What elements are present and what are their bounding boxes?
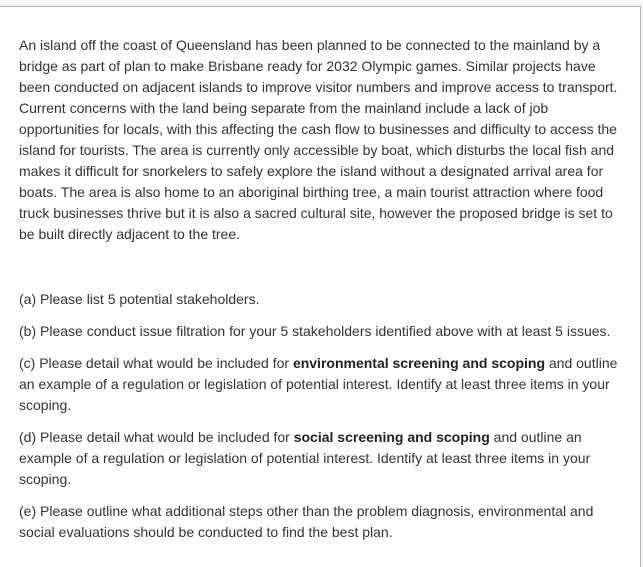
question-c-text-end: and outline — [545, 355, 618, 371]
question-c-text: (c) Please detail what would be included for — [19, 355, 293, 371]
question-c — [19, 353, 634, 416]
question-e-line-2: social evaluations should be conducted to find the best plan. — [19, 524, 393, 540]
scenario-line: An island off the coast of Queensland has been planned to be connected to the mainland by a — [19, 37, 601, 53]
question-d-line-1 — [19, 427, 634, 448]
question-c-emphasis: environmental screening and scoping — [292, 355, 545, 371]
question-content — [19, 35, 634, 554]
scenario-line: opportunities for locals, with this affecting the cash flow to businesses and difficulty to access the — [19, 121, 617, 137]
question-c-line-3: scoping. — [19, 397, 72, 413]
question-c-line-1 — [19, 353, 634, 374]
question-d — [19, 427, 634, 490]
scenario-paragraph — [19, 35, 634, 245]
question-e-line-1: (e) Please outline what additional steps other than the problem diagnosis, environmental and — [19, 503, 594, 519]
question-b — [19, 321, 634, 342]
question-a-line: (a) Please list 5 potential stakeholders. — [19, 291, 260, 307]
scenario-line: Current concerns with the land being separate from the mainland include a lack of job — [19, 100, 549, 116]
scenario-line: truck businesses thrive but it is also a sacred cultural site, however the proposed bridge is set to — [19, 205, 613, 221]
scenario-line: bridge as part of plan to make Brisbane ready for 2032 Olympic games. Similar projects have — [19, 58, 596, 74]
question-d-text-end: and outline an — [489, 429, 582, 445]
scenario-line: island for tourists. The area is currently only accessible by boat, which disturbs the local fish and — [19, 142, 615, 158]
scenario-line: boats. The area is also home to an aboriginal birthing tree, a main tourist attraction where food — [19, 184, 604, 200]
question-d-line-3: scoping. — [19, 471, 72, 487]
question-b-line: (b) Please conduct issue filtration for your 5 stakeholders identified above with at least 5 issues. — [19, 323, 611, 339]
question-panel — [0, 6, 641, 567]
question-c-line-2: an example of a regulation or legislation of potential interest. Identify at least three items in your — [19, 376, 610, 392]
question-e — [19, 501, 634, 543]
question-d-emphasis: social screening and scoping — [293, 429, 490, 445]
question-a — [19, 289, 634, 310]
question-d-text: (d) Please detail what would be included for — [19, 429, 294, 445]
scenario-line: be built directly adjacent to the tree. — [19, 226, 241, 242]
question-d-line-2: example of a regulation or legislation of potential interest. Identify at least three items in your — [19, 450, 591, 466]
scenario-line: makes it difficult for snorkelers to safely explore the island without a designated arrival area for — [19, 163, 604, 179]
scenario-line: been conducted on adjacent islands to improve visitor numbers and improve access to transport. — [19, 79, 618, 95]
